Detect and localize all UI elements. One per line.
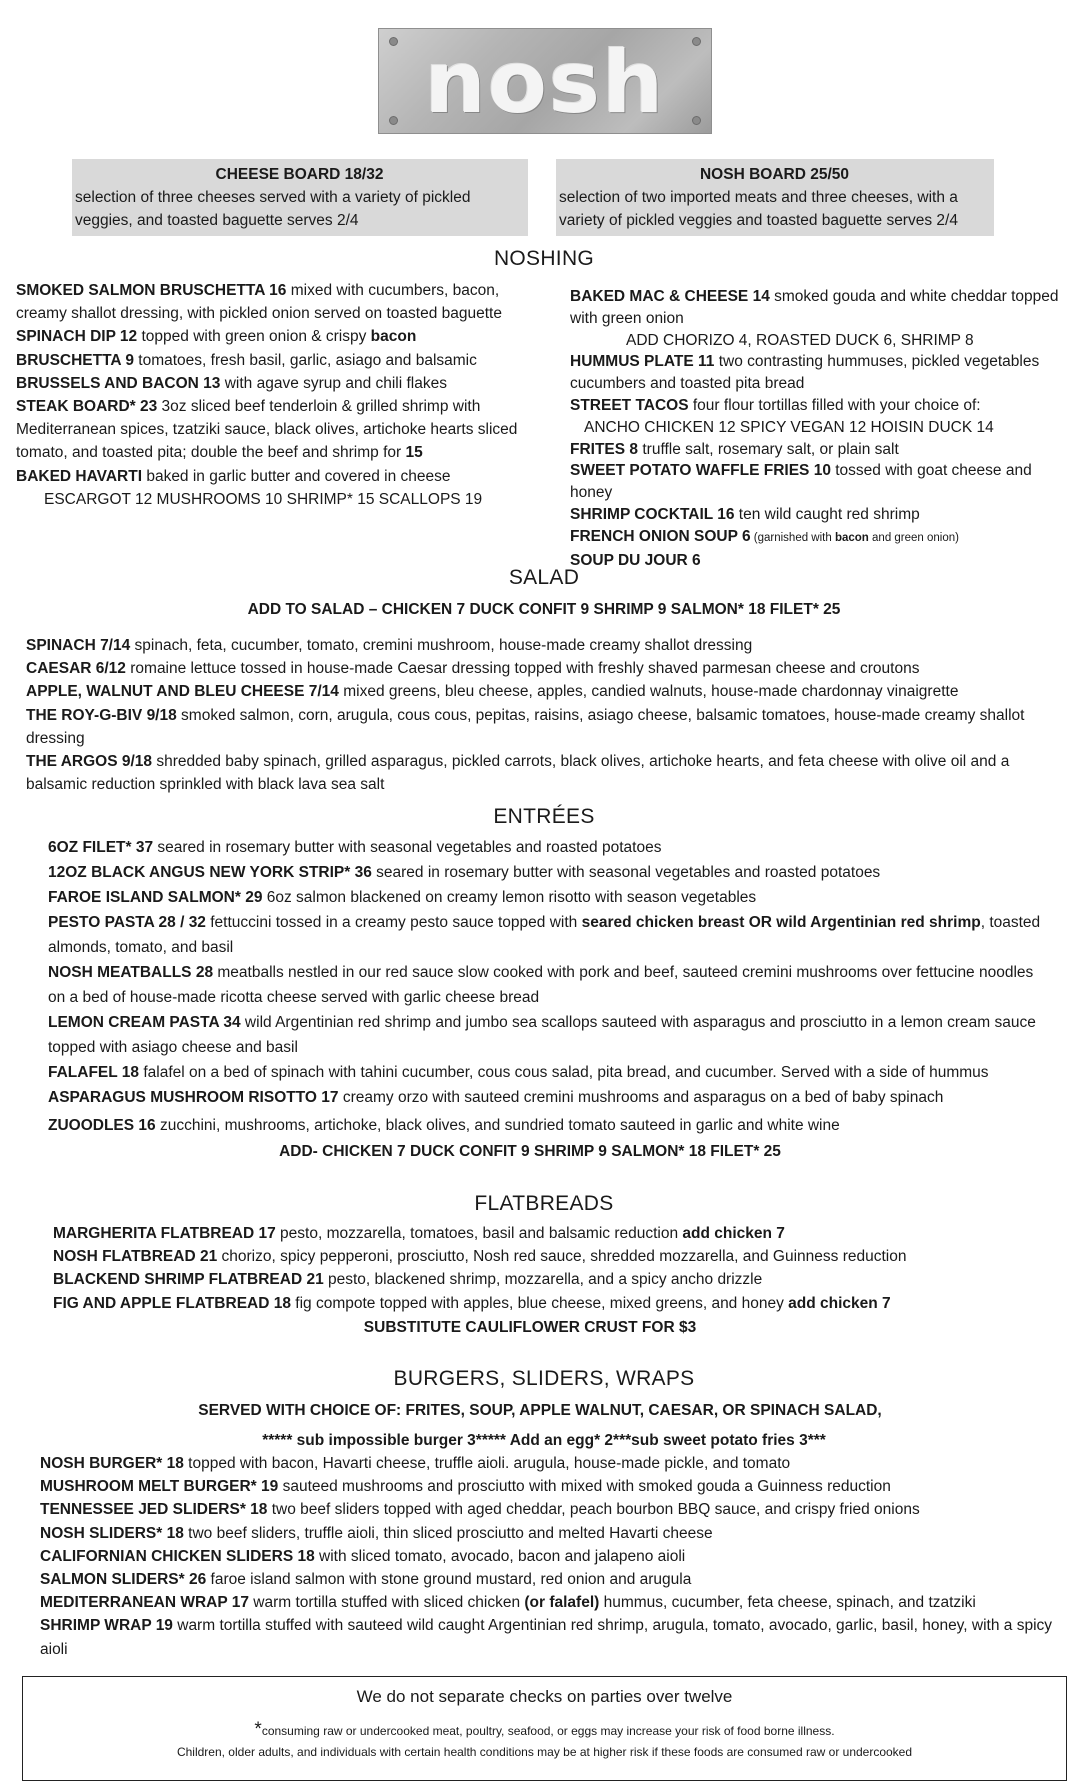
salad-addons: [0, 598, 1088, 621]
item-name: 15: [405, 444, 423, 462]
item-description: faroe island salmon with stone ground mustard, red onion and arugula: [206, 1571, 692, 1589]
item-name: SMOKED SALMON BRUSCHETTA 16: [16, 282, 287, 299]
item-name: 6OZ FILET* 37: [48, 839, 154, 856]
item-description: topped with green onion & crispy: [137, 328, 371, 346]
item-name: NOSH FLATBREAD 21: [53, 1248, 218, 1266]
item-name: HUMMUS PLATE 11: [570, 353, 715, 371]
menu-item: [48, 860, 1048, 885]
item-description: mixed greens, bleu cheese, apples, candied walnuts, house-made chardonnay vinaigrette: [338, 683, 959, 701]
item-name: ADD- CHICKEN 7 DUCK CONFIT 9 SHRIMP 9 SALMON* 18 FILET* 25: [279, 1143, 781, 1160]
nosh-board-box: [556, 159, 994, 236]
menu-item: [16, 349, 536, 372]
flatbreads-heading: FLATBREADS: [474, 1192, 614, 1215]
item-description: , toasted almonds, tomato, and basil: [48, 914, 1041, 956]
item-description: warm tortilla stuffed with sliced chicken: [249, 1594, 525, 1612]
item-description: shredded baby spinach, grilled asparagus, pickled carrots, black olives, artichoke hearts, and feta cheese with olive oil and a balsamic reduction sprinkled with black lava sea salt: [26, 753, 1010, 794]
risk-note: Children, older adults, and individuals with certain health conditions may be at higher risk if these foods are consumed raw or undercooked: [176, 1745, 913, 1759]
substitutions-note: [0, 1429, 1088, 1452]
item-name: BLACKEND SHRIMP FLATBREAD 21: [53, 1271, 324, 1289]
menu-item: [570, 526, 1070, 550]
item-description: seared in rosemary butter with seasonal vegetables and roasted potatoes: [153, 839, 662, 856]
item-description: falafel on a bed of spinach with tahini cucumber, cous cous salad, pita bread, and cucumber. Served with a side of hummus: [139, 1064, 989, 1081]
item-description: chorizo, spicy pepperoni, prosciutto, Nosh red sauce, shredded mozzarella, and Guinness reduction: [217, 1248, 907, 1266]
item-name: PESTO PASTA 28 / 32: [48, 914, 206, 931]
item-name: SWEET POTATO WAFFLE FRIES 10: [570, 462, 831, 480]
item-name: ***** sub impossible burger 3***** Add an egg* 2***sub sweet potato fries 3***: [262, 1432, 826, 1449]
item-description: fettuccini tossed in a creamy pesto sauce topped with: [205, 914, 582, 931]
item-description: 6oz salmon blackened on creamy lemon risotto with season vegetables: [262, 889, 757, 906]
salad-heading: SALAD: [508, 566, 580, 589]
item-name: SOUP DU JOUR 6: [570, 551, 701, 569]
item-description: spinach, feta, cucumber, tomato, cremini mushroom, house-made creamy shallot dressing: [130, 637, 753, 654]
item-name: FRITES 8: [570, 440, 639, 458]
salad-list: [26, 634, 1066, 796]
havarti-options: ESCARGOT 12 MUSHROOMS 10 SHRIMP* 15 SCALLOPS 19: [44, 490, 483, 508]
noshing-heading: NOSHING: [493, 247, 595, 270]
menu-item: [48, 1085, 1048, 1110]
item-name: NOSH BURGER* 18: [40, 1455, 184, 1472]
burgers-list: [40, 1452, 1070, 1661]
entrees-addons: [0, 1140, 1060, 1163]
item-description: consuming raw or undercooked meat, poultry, seafood, or eggs may increase your risk of food borne illness.: [261, 1724, 835, 1738]
item-name: LEMON CREAM PASTA 34: [48, 1014, 241, 1031]
menu-item: [26, 704, 1066, 750]
mac-addons: ADD CHORIZO 4, ROASTED DUCK 6, SHRIMP 8: [626, 331, 974, 349]
menu-item: [48, 960, 1048, 1010]
item-name: APPLE, WALNUT AND BLEU CHEESE 7/14: [26, 683, 339, 701]
item-name: BRUSSELS AND BACON 13: [16, 374, 221, 392]
menu-item: [48, 910, 1048, 960]
noshing-right-column: [570, 286, 1070, 571]
item-description: meatballs nestled in our red sauce slow cooked with pork and beef, sauteed cremini mushrooms over fettucine noodles on a bed of house-made ricotta cheese served with garlic cheese bread: [48, 964, 1034, 1006]
item-description: pesto, blackened shrimp, mozzarella, and a spicy ancho drizzle: [323, 1271, 763, 1289]
menu-item: [53, 1268, 1053, 1291]
item-description: and green onion): [868, 531, 959, 544]
menu-item: [40, 1591, 1070, 1614]
item-name: FAROE ISLAND SALMON* 29: [48, 889, 263, 906]
item-name: BAKED HAVARTI: [16, 467, 143, 485]
item-name: MUSHROOM MELT BURGER* 19: [40, 1478, 279, 1496]
item-name: bacon: [370, 328, 417, 346]
item-name: ADD TO SALAD – CHICKEN 7 DUCK CONFIT 9 SHRIMP 9 SALMON* 18 FILET* 25: [247, 601, 841, 618]
nosh-board-title: NOSH BOARD 25/50: [699, 166, 849, 183]
item-description: hummus, cucumber, feta cheese, spinach, and tzatziki: [599, 1594, 976, 1612]
item-description: sauteed mushrooms and prosciutto with mixed with smoked gouda a Guinness reduction: [278, 1478, 891, 1496]
cheese-board-title: CHEESE BOARD 18/32: [215, 166, 384, 183]
item-description: truffle salt, rosemary salt, or plain salt: [638, 440, 899, 458]
item-name: THE ROY-G-BIV 9/18: [26, 706, 177, 724]
menu-item: [26, 634, 1066, 657]
item-description: fig compote topped with apples, blue cheese, mixed greens, and honey: [290, 1294, 789, 1312]
menu-item: [40, 1452, 1070, 1475]
item-name: 12OZ BLACK ANGUS NEW YORK STRIP* 36: [48, 864, 372, 881]
item-description: zucchini, mushrooms, artichoke, black olives, and sundried tomato sauteed in garlic and white wine: [155, 1117, 840, 1134]
logo-text: nosh: [424, 33, 666, 133]
item-description: ten wild caught red shrimp: [734, 505, 920, 523]
item-description: seared in rosemary butter with seasonal vegetables and roasted potatoes: [371, 864, 881, 881]
item-description: smoked salmon, corn, arugula, cous cous, pepitas, raisins, asiago cheese, balsamic tomatoes, house-made creamy shallot dressing: [26, 706, 1025, 747]
menu-item: [40, 1498, 1070, 1521]
item-description: (garnished with: [750, 531, 835, 544]
menu-item: [570, 351, 1070, 395]
menu-item: [26, 680, 1066, 703]
item-name: NOSH MEATBALLS 28: [48, 964, 214, 981]
item-description: wild Argentinian red shrimp and jumbo sea scallops sauteed with asparagus and prosciutto in a lemon cream sauce topped with asiago cheese and basil: [48, 1014, 1036, 1056]
menu-item: [40, 1545, 1070, 1568]
item-name: SPINACH DIP 12: [16, 328, 138, 346]
item-name: SALMON SLIDERS* 26: [40, 1571, 207, 1589]
item-description: tomatoes, fresh basil, garlic, asiago and balsamic: [133, 351, 477, 369]
menu-item: [570, 395, 1070, 417]
menu-item: [16, 279, 536, 325]
item-description: baked in garlic butter and covered in cheese: [142, 467, 451, 485]
item-name: CAESAR 6/12: [26, 660, 126, 678]
menu-item: [26, 750, 1066, 796]
item-name: FRENCH ONION SOUP 6: [570, 527, 751, 545]
footer-notice-box: [22, 1676, 1067, 1781]
menu-item: [16, 372, 536, 395]
item-name: bacon: [834, 531, 869, 544]
item-description: four flour tortillas filled with your choice of:: [688, 396, 981, 414]
item-name: ZUOODLES 16: [48, 1117, 156, 1134]
menu-item: [53, 1292, 1053, 1315]
item-name: BRUSCHETTA 9: [16, 351, 134, 369]
item-name: THE ARGOS 9/18: [26, 753, 153, 771]
item-name: SUBSTITUTE CAULIFLOWER CRUST FOR $3: [363, 1319, 697, 1336]
item-description: two beef sliders, truffle aioli, thin sliced prosciutto and melted Havarti cheese: [183, 1524, 713, 1542]
menu-item: [48, 1113, 1048, 1138]
entrees-list: [48, 835, 1048, 1138]
menu-item: [16, 395, 536, 465]
item-description: romaine lettuce tossed in house-made Caesar dressing topped with freshly shaved parmesan cheese and croutons: [125, 660, 920, 678]
item-description: topped with bacon, Havarti cheese, truffle aioli. arugula, house-made pickle, and tomato: [183, 1455, 791, 1472]
menu-item: [40, 1614, 1070, 1660]
item-description: smoked gouda and white cheddar topped with green onion: [570, 288, 1059, 327]
item-name: CALIFORNIAN CHICKEN SLIDERS 18: [40, 1547, 315, 1565]
menu-item: [16, 325, 536, 348]
item-description: 3oz sliced beef tenderloin & grilled shrimp with Mediterranean spices, tzatziki sauce, black olives, artichoke hearts sliced tomato, and toasted pita; double the beef and shrimp for: [16, 398, 518, 462]
item-name: NOSH SLIDERS* 18: [40, 1524, 184, 1542]
menu-item: [48, 835, 1048, 860]
menu-item: [570, 504, 1070, 526]
menu-item: [16, 465, 536, 488]
item-description: mixed with cucumbers, bacon, creamy shallot dressing, with pickled onion served on toasted baguette: [16, 282, 502, 323]
cheese-board-desc: selection of three cheeses served with a variety of pickled veggies, and toasted baguette serves 2/4: [75, 189, 471, 229]
menu-item: [53, 1222, 1053, 1245]
served-with-note: [0, 1399, 1080, 1422]
item-name: FIG AND APPLE FLATBREAD 18: [53, 1294, 291, 1312]
item-name: add chicken 7: [682, 1225, 785, 1242]
checks-policy: We do not separate checks on parties over twelve: [356, 1687, 733, 1706]
flatbreads-list: [53, 1222, 1053, 1315]
item-name: SPINACH 7/14: [26, 637, 131, 654]
consumer-advisory: [23, 1719, 1066, 1741]
menu-item: [570, 439, 1070, 461]
nosh-logo: [378, 28, 712, 134]
item-name: add chicken 7: [788, 1294, 891, 1312]
item-description: creamy orzo with sauteed cremini mushrooms and asparagus on a bed of baby spinach: [338, 1089, 944, 1106]
item-description: tossed with goat cheese and honey: [570, 462, 1032, 502]
menu-item: [40, 1475, 1070, 1498]
item-description: two beef sliders topped with aged cheddar, peach bourbon BBQ sauce, and crispy fried onions: [267, 1501, 920, 1519]
taco-options: ANCHO CHICKEN 12 SPICY VEGAN 12 HOISIN DUCK 14: [584, 418, 994, 436]
item-name: MARGHERITA FLATBREAD 17: [53, 1225, 276, 1242]
item-name: (or falafel): [524, 1594, 600, 1612]
item-description: pesto, mozzarella, tomatoes, basil and balsamic reduction: [275, 1225, 683, 1242]
item-description: *: [254, 1719, 262, 1740]
item-name: SHRIMP COCKTAIL 16: [570, 505, 735, 523]
item-description: two contrasting hummuses, pickled vegetables cucumbers and toasted pita bread: [570, 353, 1040, 393]
item-description: with agave syrup and chili flakes: [220, 374, 447, 392]
item-name: STREET TACOS: [570, 396, 689, 414]
menu-item: [570, 460, 1070, 504]
item-name: SERVED WITH CHOICE OF: FRITES, SOUP, APPLE WALNUT, CAESAR, OR SPINACH SALAD,: [198, 1402, 882, 1419]
item-description: warm tortilla stuffed with sauteed wild caught Argentinian red shrimp, arugula, tomato, avocado, garlic, basil, honey, with a spicy aioli: [40, 1617, 1053, 1658]
item-name: seared chicken breast OR wild Argentinian red shrimp: [581, 914, 981, 931]
menu-item: [48, 885, 1048, 910]
menu-item: [40, 1522, 1070, 1545]
item-name: STEAK BOARD* 23: [16, 398, 158, 416]
item-name: BAKED MAC & CHEESE 14: [570, 288, 770, 305]
noshing-left-column: [16, 279, 536, 511]
menu-item: [48, 1010, 1048, 1060]
item-name: ASPARAGUS MUSHROOM RISOTTO 17: [48, 1089, 339, 1106]
item-name: FALAFEL 18: [48, 1064, 140, 1081]
burgers-heading: BURGERS, SLIDERS, WRAPS: [393, 1367, 695, 1390]
item-name: MEDITERRANEAN WRAP 17: [40, 1594, 249, 1612]
cauliflower-note: [0, 1316, 1060, 1339]
cheese-board-box: [72, 159, 528, 236]
menu-item: [48, 1060, 1048, 1085]
item-name: SHRIMP WRAP 19: [40, 1617, 173, 1635]
menu-item: [40, 1568, 1070, 1591]
item-name: TENNESSEE JED SLIDERS* 18: [40, 1501, 268, 1519]
menu-item: [570, 286, 1070, 330]
item-description: with sliced tomato, avocado, bacon and jalapeno aioli: [314, 1547, 686, 1565]
nosh-board-desc: selection of two imported meats and three cheeses, with a variety of pickled veggies and toasted baguette serves 2/4: [559, 189, 958, 229]
menu-item: [53, 1245, 1053, 1268]
entrees-heading: ENTRÉES: [493, 805, 595, 828]
menu-item: [26, 657, 1066, 680]
